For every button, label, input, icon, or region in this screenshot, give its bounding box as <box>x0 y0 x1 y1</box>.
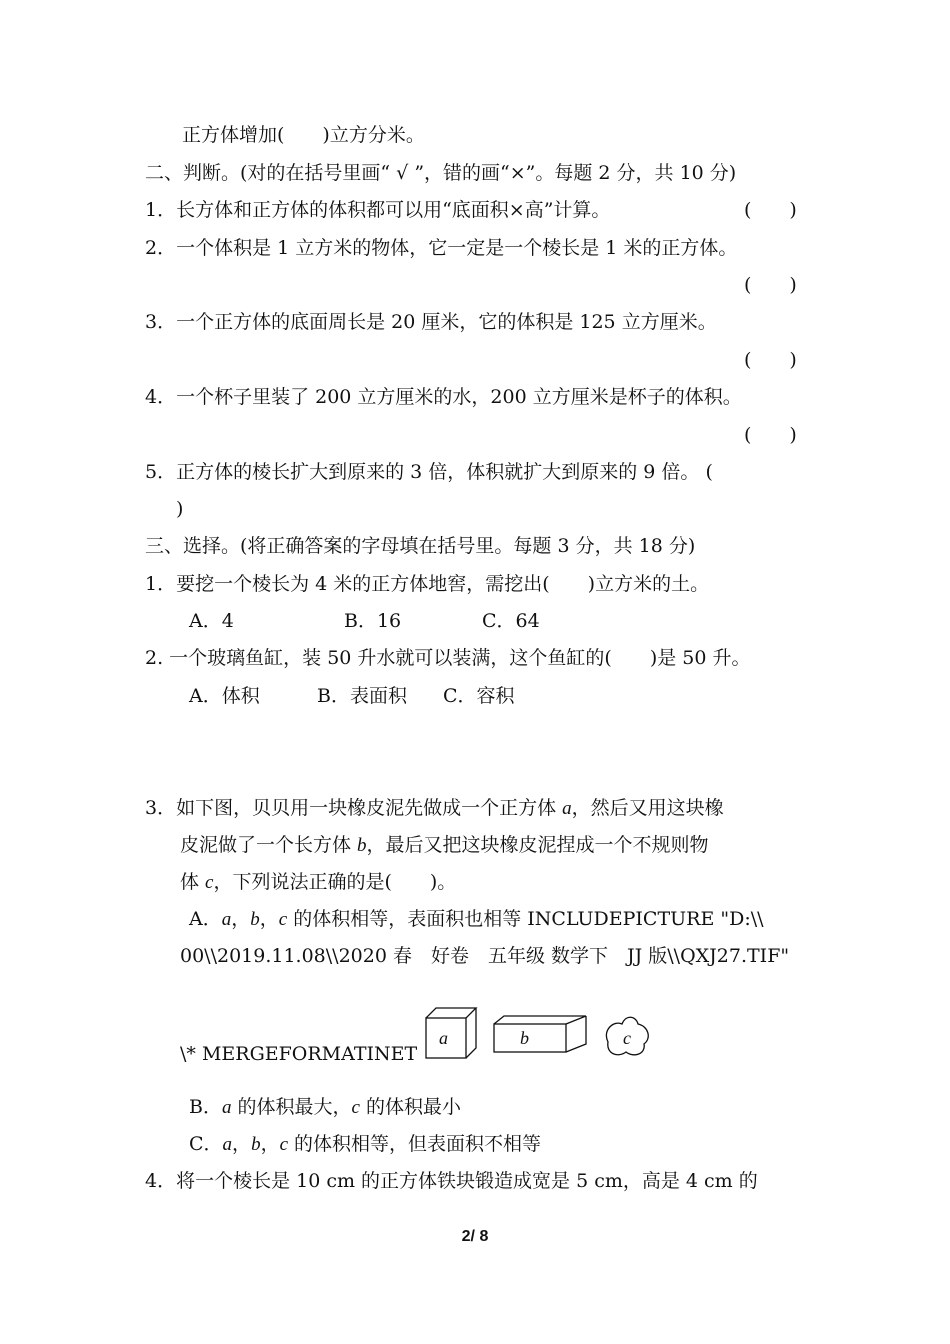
judge-q5: 5．正方体的棱长扩大到原来的 3 倍，体积就扩大到原来的 9 倍。 ( <box>145 461 713 483</box>
answer-paren-j3[interactable]: ( ) <box>744 349 797 371</box>
line-l0: 正方体增加( )立方分米。 <box>182 124 425 146</box>
section-2-title: 二、判断。(对的在括号里画“ √ ”，错的画“×”。每题 2 分，共 10 分) <box>145 162 737 184</box>
choice-q1-option-c: C．64 <box>482 610 540 632</box>
field-code-merge: \* MERGEFORMATINET <box>180 1043 418 1065</box>
judge-q5-close: ) <box>176 498 184 520</box>
cube-a-icon <box>426 1008 476 1058</box>
choice-q2-option-a: A．体积 <box>189 685 260 707</box>
choice-q3-line1: 3．如下图，贝贝用一块橡皮泥先做成一个正方体 a，然后又用这块橡 <box>145 797 724 819</box>
judge-q1: 1．长方体和正方体的体积都可以用“底面积×高”计算。 <box>145 199 611 221</box>
choice-q3-option-c: C．a，b，c 的体积相等，但表面积不相等 <box>189 1133 542 1155</box>
choice-q1: 1．要挖一个棱长为 4 米的正方体地窖，需挖出( )立方米的土。 <box>145 573 710 595</box>
choice-q3-line3: 体 c，下列说法正确的是( )。 <box>180 871 457 893</box>
choice-q2-option-b: B．表面积 <box>317 685 407 707</box>
answer-paren-j4[interactable]: ( ) <box>744 424 797 446</box>
answer-paren-j1[interactable]: ( ) <box>744 199 797 221</box>
cuboid-b-icon <box>494 1016 586 1052</box>
choice-q1-option-b: B．16 <box>344 610 402 632</box>
answer-paren-j2[interactable]: ( ) <box>744 274 797 296</box>
label-b: b <box>520 1028 529 1048</box>
figure-solids <box>420 1000 660 1065</box>
label-c: c <box>623 1028 631 1048</box>
label-a: a <box>439 1028 448 1048</box>
choice-q2: 2. 一个玻璃鱼缸，装 50 升水就可以装满，这个鱼缸的( )是 50 升。 <box>145 647 751 669</box>
page-number: 2/ 8 <box>461 1228 489 1245</box>
choice-q2-option-c: C．容积 <box>443 685 515 707</box>
choice-q1-option-a: A．4 <box>189 610 234 632</box>
judge-q3: 3．一个正方体的底面周长是 20 厘米，它的体积是 125 立方厘米。 <box>145 311 717 333</box>
choice-q4: 4．将一个棱长是 10 cm 的正方体铁块锻造成宽是 5 cm，高是 4 cm 的 <box>145 1170 758 1192</box>
choice-q3-option-b: B．a 的体积最大，c 的体积最小 <box>189 1096 461 1118</box>
choice-q3-option-a: A．a，b，c 的体积相等，表面积也相等 INCLUDEPICTURE "D:\\ <box>189 908 764 930</box>
field-code-path: 00\\2019.11.08\\2020 春 好卷 五年级 数学下 JJ 版\\QXJ27.TIF" <box>180 945 790 967</box>
judge-q2: 2．一个体积是 1 立方米的物体，它一定是一个棱长是 1 米的正方体。 <box>145 237 738 259</box>
choice-q3-line2: 皮泥做了一个长方体 b，最后又把这块橡皮泥捏成一个不规则物 <box>180 834 709 856</box>
section-3-title: 三、选择。(将正确答案的字母填在括号里。每题 3 分，共 18 分) <box>145 535 696 557</box>
judge-q4: 4．一个杯子里装了 200 立方厘米的水，200 立方厘米是杯子的体积。 <box>145 386 742 408</box>
